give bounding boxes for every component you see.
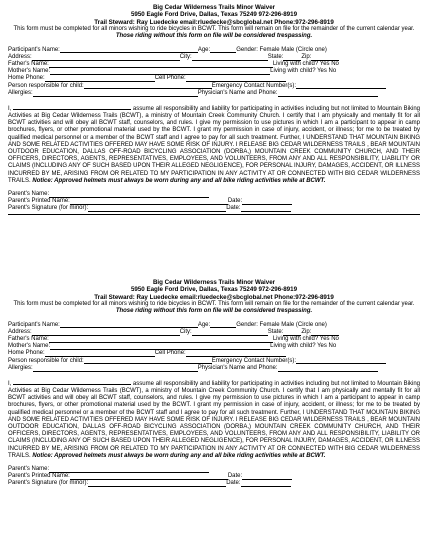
age-field[interactable] xyxy=(210,322,236,329)
helmet-notice: Notice: Approved helmets must always be worn during any and all bike riding activities while at BCWT. xyxy=(32,177,326,184)
home-phone-field[interactable] xyxy=(45,350,155,357)
parents-name-label: Parent's Name: xyxy=(8,466,50,473)
fathers-name-field[interactable] xyxy=(49,61,273,68)
form-divider xyxy=(8,214,420,215)
signature-date-label: Date: xyxy=(226,480,241,487)
city-label: City: xyxy=(179,328,192,335)
signature-block xyxy=(0,466,428,488)
allergies-label: Allergies: xyxy=(8,364,33,371)
signature-date-label: Date: xyxy=(226,205,241,212)
participant-fields xyxy=(0,322,428,372)
address-field[interactable] xyxy=(32,329,180,336)
parents-signature-label: Parent's Signature (for minor): xyxy=(8,205,89,212)
waiver-form-1 xyxy=(0,4,428,215)
parents-name-field[interactable] xyxy=(49,191,209,198)
waiver-name-field[interactable] xyxy=(13,103,131,110)
gender-label: Gender: Female Male (Circle one) xyxy=(236,46,327,53)
emergency-contact-label: Emergency Contact Number(s): xyxy=(211,357,297,364)
mothers-name-label: Mother's Name: xyxy=(8,68,51,75)
mother-living-with-child[interactable]: Living with child? Yes No xyxy=(270,68,337,75)
waiver-text: assume all responsibility and liability for participating in activities including but not limited to Mountain Biking Activities at Big Cedar Wilderness Trails (BCWT), a ministry of Mountain Creek Community Church. I certify that I am physically and mentally fit for all BCWT activities and will obey all BCWT staff, counselors, and rules. I give my permission to use pictures in which I am a participant to appear in camp brochures, flyers, or other promotional material used by the BCWT. I grant my permission in case of injury, accident, or illness; for me to be treated by qualified medical personnel or a member of the BCWT staff and I agree to pay for all such treatment. Further, I UNDERSTAND THAT MOUNTAIN BIKING AND SOME RELATED ACTIVITIES OFFERED MAY HAVE SOME RISK OF INJURY. I RELEASE BIG CEDAR WILDERNESS TRAILS , BEAR MOUNTAIN OUTDOOR EDUCATION, DALLAS OFF-ROAD BICYCLING ASSOCIATION (DORBA,) MOUNTAIN CREEK COMMUNITY CHURCH, AND THEIR OFFICERS, DIRECTORS, AGENTS, REPRESENTATIVES, EMPLOYEES, AND VOLUNTEERS, FROM ANY AND ALL RESPONSIBILITY, LIABILITY OR CLAIMS (INCLUDING ANY OF SUCH BASED UPON THEIR ALLEGED NEGLIGENCE), FOR PERSONAL INJURY, DAMAGES, ACCIDENT, OR ILLNESS INCURRED BY ME, ARISING FROM OR RELATED TO MY PARTICIPATION IN ANY ACTIVITY AT OR CONNECTED WITH BIG CEDAR WILDERNESS TRAILS. xyxy=(8,380,420,459)
person-responsible-label: Person responsible for child: xyxy=(8,357,84,364)
parents-printed-name-field[interactable] xyxy=(70,198,228,205)
date-label: Date: xyxy=(227,473,243,480)
parents-signature-field[interactable] xyxy=(88,480,226,487)
age-label: Age: xyxy=(197,321,211,328)
allergies-field[interactable] xyxy=(33,90,198,97)
emergency-contact-label: Emergency Contact Number(s): xyxy=(211,82,297,89)
physician-field[interactable] xyxy=(278,365,378,372)
zip-field[interactable] xyxy=(311,54,339,61)
state-field[interactable] xyxy=(283,329,301,336)
mothers-name-field[interactable] xyxy=(50,68,270,75)
mothers-name-label: Mother's Name: xyxy=(8,343,51,350)
mothers-name-field[interactable] xyxy=(50,343,270,350)
waiver-name-field[interactable] xyxy=(13,378,131,385)
allergies-label: Allergies: xyxy=(8,89,33,96)
signature-date-field[interactable] xyxy=(241,205,291,212)
person-responsible-field[interactable] xyxy=(84,83,212,90)
cell-phone-field[interactable] xyxy=(186,75,286,82)
participant-name-label: Participant's Name: xyxy=(8,321,60,328)
cell-phone-field[interactable] xyxy=(186,350,286,357)
waiver-paragraph xyxy=(0,378,428,460)
physician-label: Physician's Name and Phone: xyxy=(197,364,278,371)
fathers-name-field[interactable] xyxy=(49,336,273,343)
mother-living-with-child[interactable]: Living with child? Yes No xyxy=(270,343,337,350)
father-living-with-child[interactable]: Living with child? Yes No xyxy=(272,336,339,343)
parents-printed-name-label: Parent's Printed Name: xyxy=(8,198,70,205)
city-field[interactable] xyxy=(192,329,268,336)
address-label: Address: xyxy=(8,328,32,335)
form-title: Big Cedar Wilderness Trails Minor Waiver xyxy=(152,4,276,11)
waiver-form-2 xyxy=(0,279,428,488)
intro-note: Those riding without this form on file will be considered trespassing. xyxy=(115,308,313,315)
father-living-with-child[interactable]: Living with child? Yes No xyxy=(272,61,339,68)
participant-name-field[interactable] xyxy=(60,47,198,54)
intro-paragraph xyxy=(0,301,428,315)
parents-name-field[interactable] xyxy=(49,466,209,473)
zip-field[interactable] xyxy=(311,329,339,336)
signature-block xyxy=(0,191,428,213)
parents-printed-name-field[interactable] xyxy=(70,473,228,480)
participant-name-label: Participant's Name: xyxy=(8,46,60,53)
state-label: State: xyxy=(267,53,284,60)
intro-paragraph xyxy=(0,26,428,40)
parents-signature-field[interactable] xyxy=(88,205,226,212)
form-address: 5950 Eagle Ford Drive, Dallas, Texas 75249 972-296-8919 xyxy=(130,11,298,19)
waiver-text: assume all responsibility and liability for participating in activities including but not limited to Mountain Biking Activities at Big Cedar Wilderness Trails (BCWT), a ministry of Mountain Creek Community Church. I certify that I am physically and mentally fit for all BCWT activities and will obey all BCWT staff, counselors, and rules. I give my permission to use pictures in which I am a participant to appear in camp brochures, flyers, or other promotional material used by the BCWT. I grant my permission in case of injury, accident, or illness; for me to be treated by qualified medical personnel or a member of the BCWT staff and I agree to pay for all such treatment. Further, I UNDERSTAND THAT MOUNTAIN BIKING AND SOME RELATED ACTIVITIES OFFERED MAY HAVE SOME RISK OF INJURY. I RELEASE BIG CEDAR WILDERNESS TRAILS , BEAR MOUNTAIN OUTDOOR EDUCATION, DALLAS OFF-ROAD BICYCLING ASSOCIATION (DORBA,) MOUNTAIN CREEK COMMUNITY CHURCH, AND THEIR OFFICERS, DIRECTORS, AGENTS, REPRESENTATIVES, EMPLOYEES, AND VOLUNTEERS, FROM ANY AND ALL RESPONSIBILITY, LIABILITY OR CLAIMS (INCLUDING ANY OF SUCH BASED UPON THEIR ALLEGED NEGLIGENCE), FOR PERSONAL INJURY, DAMAGES, ACCIDENT, OR ILLNESS INCURRED BY ME, ARISING FROM OR RELATED TO MY PARTICIPATION IN ANY ACTIVITY AT OR CONNECTED WITH BIG CEDAR WILDERNESS TRAILS. xyxy=(8,105,420,184)
home-phone-field[interactable] xyxy=(45,75,155,82)
emergency-contact-field[interactable] xyxy=(296,358,386,365)
date-field[interactable] xyxy=(242,473,292,480)
zip-label: Zip: xyxy=(301,328,312,335)
state-field[interactable] xyxy=(283,54,301,61)
form-address: 5950 Eagle Ford Drive, Dallas, Texas 75249 972-296-8919 xyxy=(130,286,298,294)
trail-steward-line: Trail Steward: Ray Luedecke email:rluedecke@sbcglobal.net Phone:972-296-8919 xyxy=(94,18,334,26)
waiver-i-label: I, xyxy=(8,105,12,112)
home-phone-label: Home Phone: xyxy=(8,75,45,82)
address-field[interactable] xyxy=(32,54,180,61)
intro-text: This form must be completed for all minors wishing to ride bicycles in BCWT. This form will remain on file for the remainder of the current calendar year. xyxy=(13,301,415,308)
person-responsible-label: Person responsible for child: xyxy=(8,82,84,89)
intro-note: Those riding without this form on file will be considered trespassing. xyxy=(115,33,313,40)
emergency-contact-field[interactable] xyxy=(296,83,386,90)
parents-name-label: Parent's Name: xyxy=(8,191,50,198)
waiver-paragraph xyxy=(0,103,428,185)
form-title: Big Cedar Wilderness Trails Minor Waiver xyxy=(152,279,276,286)
fathers-name-label: Father's Name: xyxy=(8,61,49,68)
trail-steward-line: Trail Steward: Ray Luedecke email:rluedecke@sbcglobal.net Phone:972-296-8919 xyxy=(94,293,334,301)
gender-label: Gender: Female Male (Circle one) xyxy=(236,321,327,328)
parents-printed-name-label: Parent's Printed Name: xyxy=(8,473,70,480)
cell-phone-label: Cell Phone: xyxy=(154,75,186,82)
waiver-i-label: I, xyxy=(8,380,12,387)
address-label: Address: xyxy=(8,53,32,60)
parents-signature-label: Parent's Signature (for minor): xyxy=(8,480,89,487)
zip-label: Zip: xyxy=(301,53,312,60)
date-label: Date: xyxy=(227,198,243,205)
age-field[interactable] xyxy=(210,47,236,54)
signature-date-field[interactable] xyxy=(241,480,291,487)
city-label: City: xyxy=(179,53,192,60)
age-label: Age: xyxy=(197,46,211,53)
participant-name-field[interactable] xyxy=(60,322,198,329)
city-field[interactable] xyxy=(192,54,268,61)
allergies-field[interactable] xyxy=(33,365,198,372)
helmet-notice: Notice: Approved helmets must always be worn during any and all bike riding activities while at BCWT. xyxy=(32,452,326,459)
person-responsible-field[interactable] xyxy=(84,358,212,365)
cell-phone-label: Cell Phone: xyxy=(154,350,186,357)
date-field[interactable] xyxy=(242,198,292,205)
state-label: State: xyxy=(267,328,284,335)
participant-fields xyxy=(0,47,428,97)
physician-label: Physician's Name and Phone: xyxy=(197,89,278,96)
home-phone-label: Home Phone: xyxy=(8,350,45,357)
physician-field[interactable] xyxy=(278,90,378,97)
intro-text: This form must be completed for all minors wishing to ride bicycles in BCWT. This form will remain on file for the remainder of the current calendar year. xyxy=(13,26,415,33)
fathers-name-label: Father's Name: xyxy=(8,336,49,343)
